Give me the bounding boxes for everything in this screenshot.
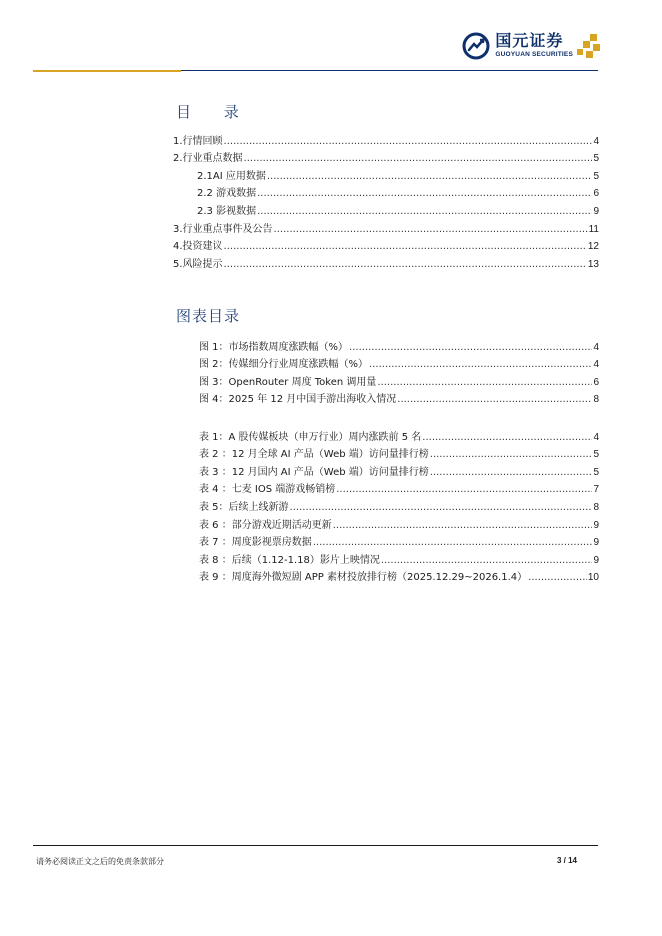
brand-logo bbox=[462, 28, 602, 64]
table-entry[interactable] bbox=[199, 480, 599, 498]
toc-entry-page: 6 bbox=[593, 188, 599, 200]
dot-leader bbox=[528, 571, 587, 585]
dot-leader bbox=[257, 205, 592, 219]
dot-leader bbox=[257, 187, 592, 201]
toc-entry[interactable] bbox=[173, 201, 599, 219]
table-entry[interactable] bbox=[199, 550, 599, 568]
figure-entry-label: 图 1：市场指数周度涨跌幅（%） bbox=[199, 341, 349, 353]
toc-entry-label: 2.行业重点数据 bbox=[173, 153, 243, 165]
figure-entry-label: 图 2：传媒细分行业周度涨跌幅（%） bbox=[199, 359, 369, 371]
toc-entry[interactable] bbox=[173, 237, 599, 255]
dot-leader bbox=[224, 240, 587, 254]
dot-leader bbox=[369, 358, 592, 372]
dot-leader bbox=[224, 258, 587, 272]
table-entry-page: 5 bbox=[593, 449, 599, 461]
table-entry-label: 表 4 ：七麦 IOS 端游戏畅销榜 bbox=[199, 484, 336, 496]
figure-entry-page: 4 bbox=[593, 341, 599, 353]
table-entry-label: 表 8 ：后续（1.12-1.18）影片上映情况 bbox=[199, 554, 380, 566]
figure-entry-label: 图 4：2025 年 12 月中国手游出海收入情况 bbox=[199, 394, 397, 406]
toc-entry-label: 3.行业重点事件及公告 bbox=[173, 223, 273, 235]
brand-name-en: GUOYUAN SECURITIES bbox=[495, 51, 573, 59]
dot-leader bbox=[397, 393, 592, 407]
toc-entry-page: 5 bbox=[593, 170, 599, 182]
table-entry-page: 9 bbox=[593, 554, 599, 566]
dot-leader bbox=[377, 376, 592, 390]
toc-entry-page: 4 bbox=[593, 135, 599, 147]
toc-entry-page: 11 bbox=[588, 223, 599, 235]
table-entry-page: 5 bbox=[593, 466, 599, 478]
table-entry[interactable] bbox=[199, 427, 599, 445]
table-entry[interactable] bbox=[199, 568, 599, 586]
brand-wordmark bbox=[495, 33, 573, 59]
table-entry-page: 4 bbox=[593, 431, 599, 443]
figure-entry[interactable] bbox=[199, 390, 599, 408]
dot-leader bbox=[224, 135, 593, 149]
figure-entry[interactable] bbox=[199, 337, 599, 355]
dot-leader bbox=[381, 554, 593, 568]
figure-list bbox=[199, 337, 599, 407]
dot-leader bbox=[336, 483, 592, 497]
table-list bbox=[199, 427, 599, 585]
dot-leader bbox=[349, 341, 592, 355]
table-entry-label: 表 2 ：12 月全球 AI 产品（Web 端）访问量排行榜 bbox=[199, 449, 429, 461]
header-rule-accent bbox=[33, 70, 181, 72]
dot-leader bbox=[244, 152, 593, 166]
table-entry[interactable] bbox=[199, 533, 599, 551]
table-entry-label: 表 1：A 股传媒板块（申万行业）周内涨跌前 5 名 bbox=[199, 431, 422, 443]
figure-entry-page: 6 bbox=[593, 376, 599, 388]
table-entry-page: 9 bbox=[593, 519, 599, 531]
table-entry-label: 表 9 ：周度海外微短剧 APP 素材投放排行榜（2025.12.29~2026.1.4） bbox=[199, 572, 528, 584]
brand-name-cn: 国元证券 bbox=[495, 31, 564, 51]
dot-leader bbox=[422, 431, 592, 445]
brand-squares-icon bbox=[576, 33, 602, 59]
dot-leader bbox=[290, 501, 593, 515]
toc-entry-label: 5.风险提示 bbox=[173, 258, 223, 270]
table-entry-label: 表 5：后续上线新游 bbox=[199, 501, 289, 513]
toc-list bbox=[173, 131, 599, 272]
footer-rule bbox=[33, 845, 598, 846]
toc-entry-page: 12 bbox=[587, 241, 599, 253]
brand-emblem-icon bbox=[462, 32, 490, 60]
figure-entry-label: 图 3：OpenRouter 周度 Token 调用量 bbox=[199, 376, 377, 388]
dot-leader bbox=[430, 448, 593, 462]
toc-entry[interactable] bbox=[173, 184, 599, 202]
toc-entry[interactable] bbox=[173, 149, 599, 167]
dot-leader bbox=[267, 170, 593, 184]
page-header bbox=[0, 0, 662, 74]
toc-entry-label: 2.3 影视数据 bbox=[197, 205, 257, 217]
figure-entry[interactable] bbox=[199, 355, 599, 373]
dot-leader bbox=[274, 223, 588, 237]
toc-entry[interactable] bbox=[173, 219, 599, 237]
toc-entry[interactable] bbox=[173, 166, 599, 184]
table-entry[interactable] bbox=[199, 462, 599, 480]
toc-entry-page: 5 bbox=[593, 153, 599, 165]
toc-entry-label: 1.行情回顾 bbox=[173, 135, 223, 147]
table-entry-page: 8 bbox=[593, 501, 599, 513]
table-entry-label: 表 3 ：12 月国内 AI 产品（Web 端）访问量排行榜 bbox=[199, 466, 429, 478]
table-entry[interactable] bbox=[199, 445, 599, 463]
figure-entry-page: 4 bbox=[593, 359, 599, 371]
toc-entry-page: 13 bbox=[587, 258, 599, 270]
toc-entry-label: 2.1AI 应用数据 bbox=[197, 170, 266, 182]
table-entry-label: 表 7 ：周度影视票房数据 bbox=[199, 537, 312, 549]
dot-leader bbox=[333, 519, 593, 533]
dot-leader bbox=[430, 466, 593, 480]
table-entry-label: 表 6 ：部分游戏近期活动更新 bbox=[199, 519, 332, 531]
footer-disclaimer: 请务必阅读正文之后的免责条款部分 bbox=[36, 857, 164, 866]
toc-entry-label: 4.投资建议 bbox=[173, 241, 223, 253]
table-entry-page: 9 bbox=[593, 537, 599, 549]
table-entry[interactable] bbox=[199, 515, 599, 533]
figure-entry[interactable] bbox=[199, 372, 599, 390]
table-entry-page: 10 bbox=[587, 572, 599, 584]
table-entry[interactable] bbox=[199, 497, 599, 515]
figures-title: 图表目录 bbox=[176, 307, 241, 325]
table-entry-page: 7 bbox=[593, 484, 599, 496]
page-number: 3 / 14 bbox=[556, 856, 577, 865]
dot-leader bbox=[313, 536, 593, 550]
toc-entry[interactable] bbox=[173, 254, 599, 272]
toc-title: 目 录 bbox=[176, 103, 253, 121]
figure-entry-page: 8 bbox=[593, 394, 599, 406]
toc-entry-label: 2.2 游戏数据 bbox=[197, 188, 257, 200]
toc-entry[interactable] bbox=[173, 131, 599, 149]
toc-entry-page: 9 bbox=[593, 205, 599, 217]
